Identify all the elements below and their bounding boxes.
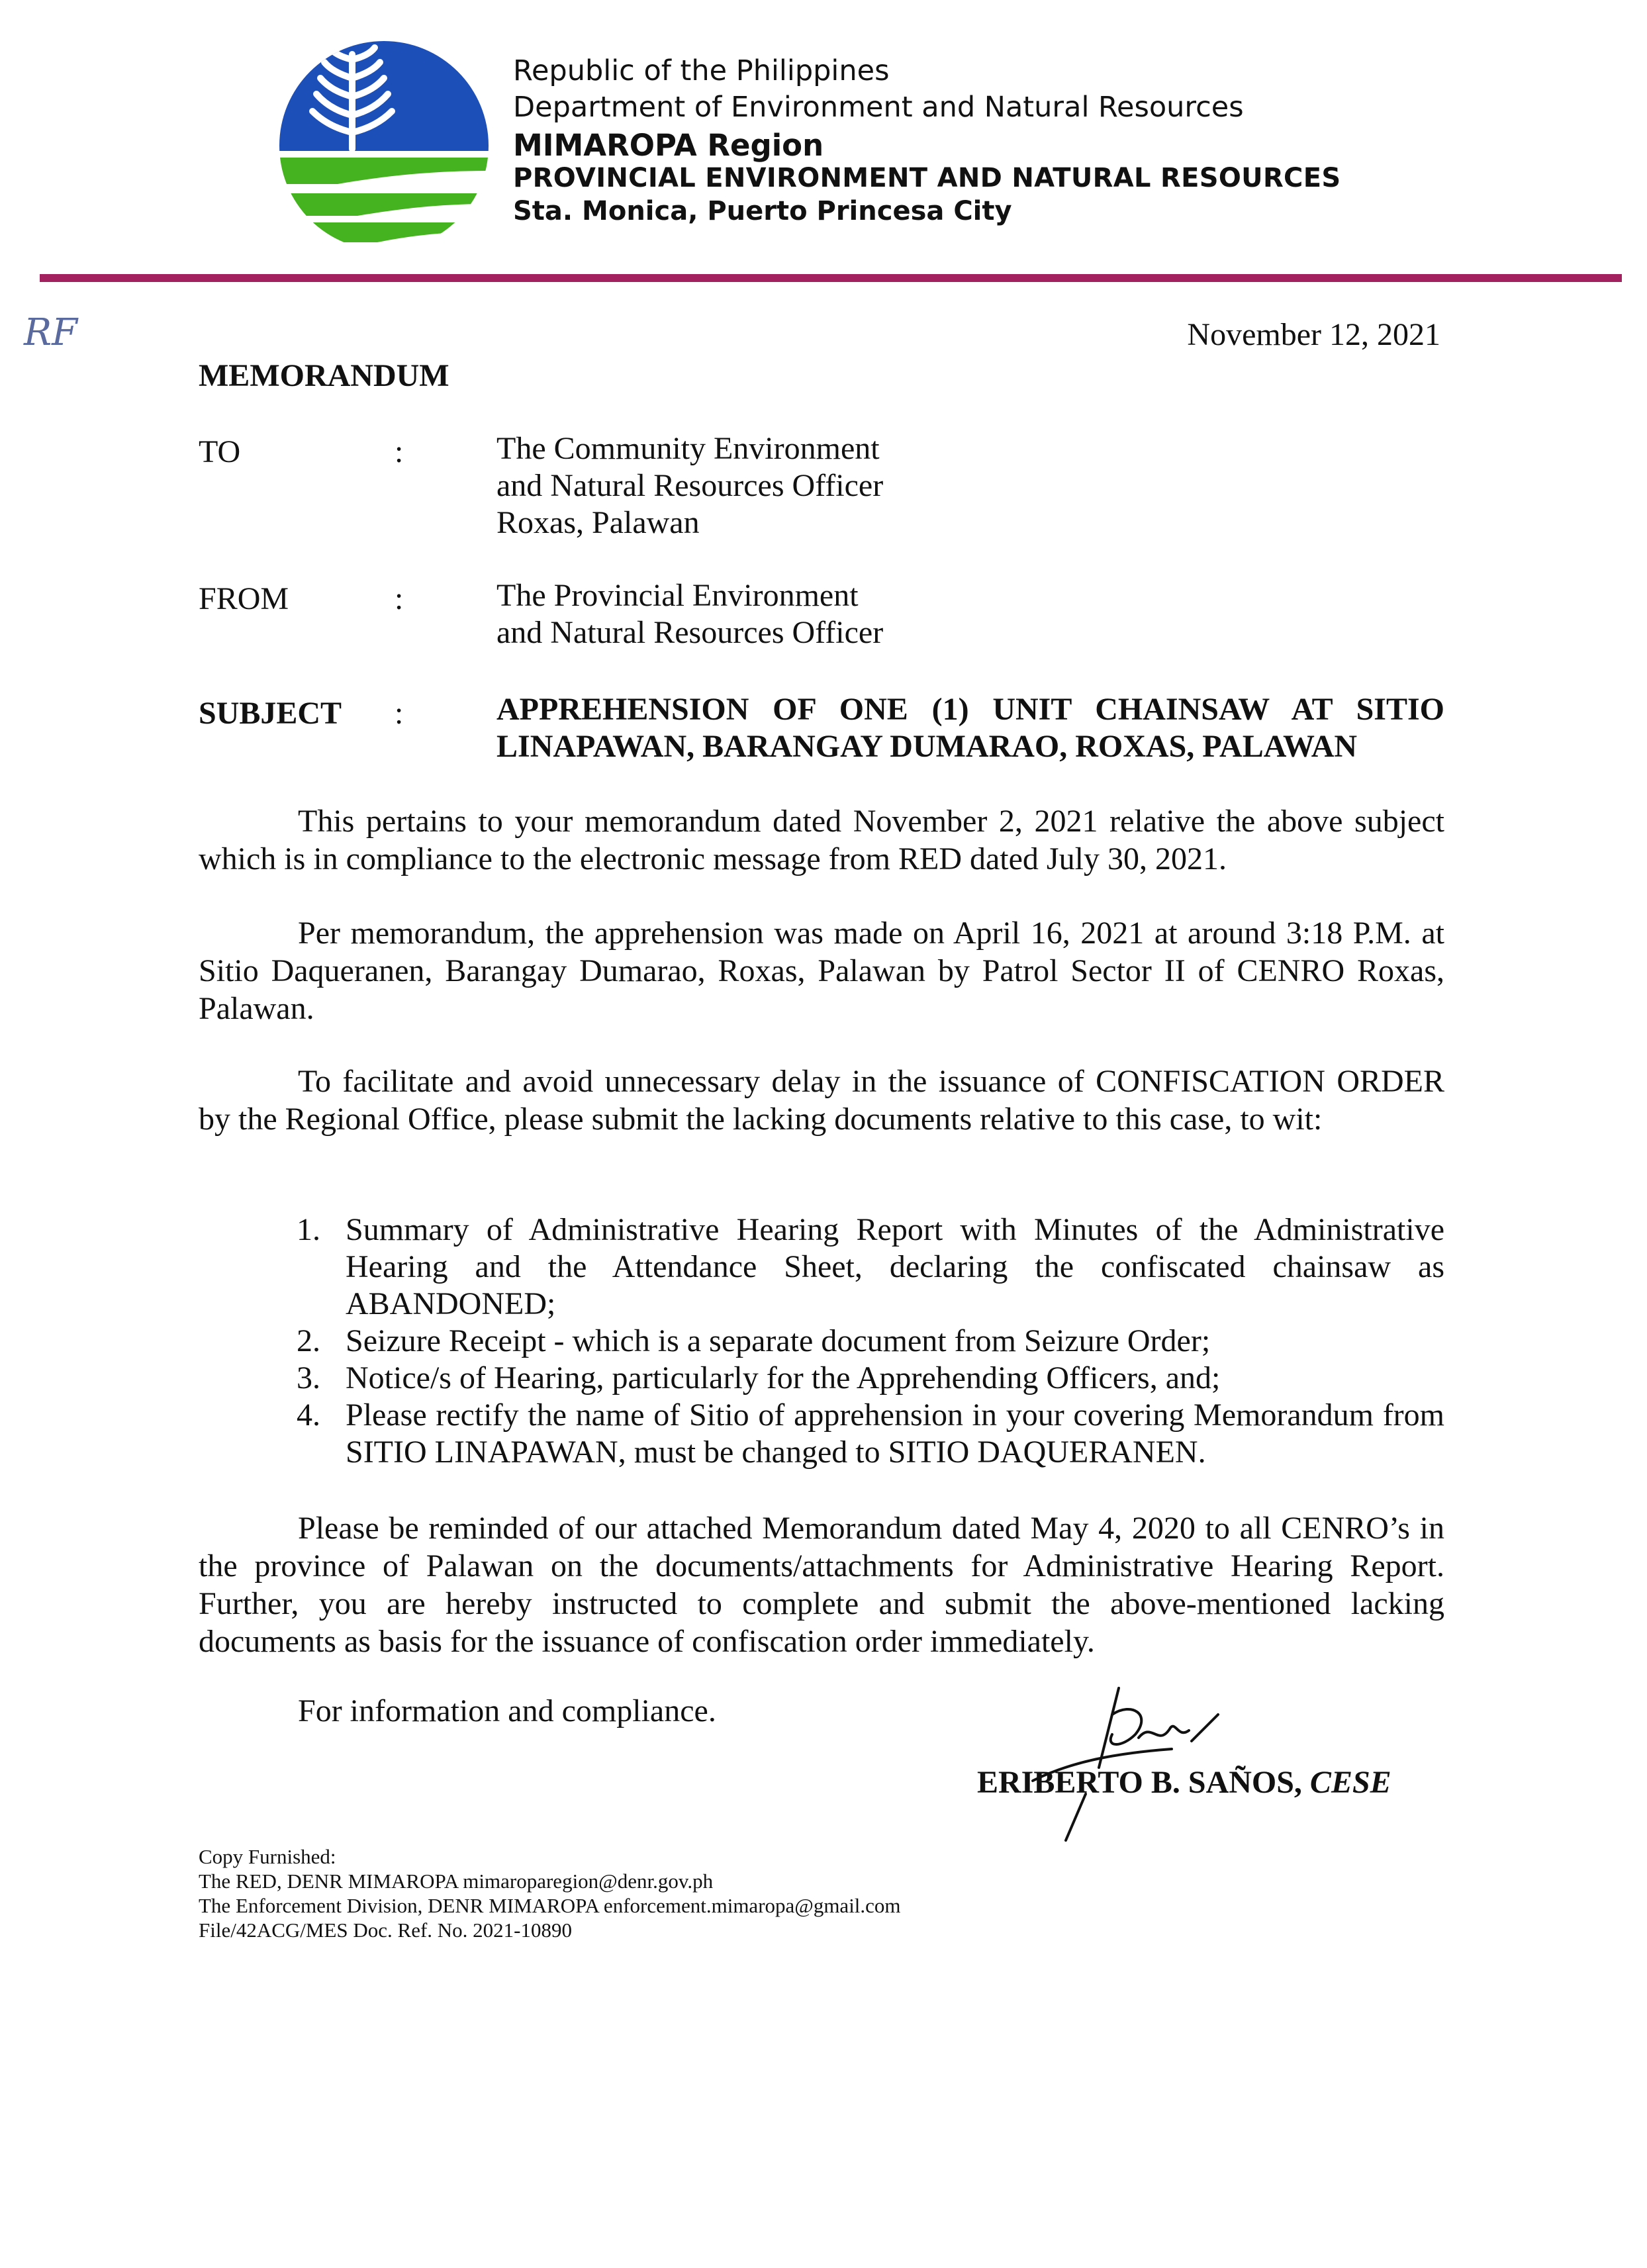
signatory-name bbox=[977, 1764, 1391, 1801]
to-label: TO bbox=[199, 434, 241, 469]
copy-furnished-line: The Enforcement Division, DENR MIMAROPA enforcement.mimaropa@gmail.com bbox=[199, 1894, 901, 1917]
list-item bbox=[297, 1323, 1444, 1360]
copy-furnished-title: Copy Furnished: bbox=[199, 1845, 336, 1868]
list-item bbox=[297, 1397, 1444, 1471]
signatory-full-name: ERIBERTO B. SAÑOS, bbox=[977, 1765, 1302, 1800]
letterhead-divider bbox=[40, 274, 1622, 282]
body-paragraph-2: Per memorandum, the apprehension was made on April 16, 2021 at around 3:18 P.M. at Sitio Daqueranen, Barangay Dumarao, Roxas, Palawan by Patrol Sector II of CENRO Roxas, Palawan. bbox=[199, 916, 1444, 1026]
to-line: Roxas, Palawan bbox=[496, 505, 700, 540]
list-item-text: Seizure Receipt - which is a separate document from Seizure Order; bbox=[346, 1323, 1211, 1358]
to-colon: : bbox=[395, 434, 404, 469]
list-item-number: 4. bbox=[297, 1397, 320, 1433]
copy-furnished-line: The RED, DENR MIMAROPA mimaroparegion@denr.gov.ph bbox=[199, 1869, 714, 1893]
body-paragraph-3: To facilitate and avoid unnecessary delay in the issuance of CONFISCATION ORDER by the Regional Office, please submit the lacking documents relative to this case, to wit: bbox=[199, 1064, 1444, 1137]
body-paragraph-1: This pertains to your memorandum dated November 2, 2021 relative the above subject which is in compliance to the electronic message from RED dated July 30, 2021. bbox=[199, 804, 1444, 876]
list-item bbox=[297, 1360, 1444, 1397]
from-line: and Natural Resources Officer bbox=[496, 615, 884, 650]
memo-title: MEMORANDUM bbox=[199, 358, 449, 393]
subject-colon: : bbox=[395, 696, 404, 731]
list-item-text: Please rectify the name of Sitio of apprehension in your covering Memorandum from SITIO LINAPAWAN, must be changed to SITIO DAQUERANEN. bbox=[346, 1397, 1444, 1470]
lacking-documents-list bbox=[297, 1211, 1444, 1471]
to-line: and Natural Resources Officer bbox=[496, 468, 884, 503]
signature-mark bbox=[1019, 1675, 1271, 1847]
letterhead-address: Sta. Monica, Puerto Princesa City bbox=[513, 196, 1012, 226]
from-sender bbox=[496, 577, 883, 651]
from-colon: : bbox=[395, 581, 404, 616]
from-line: The Provincial Environment bbox=[496, 578, 859, 613]
letterhead-republic: Republic of the Philippines bbox=[513, 54, 890, 87]
list-item bbox=[297, 1211, 1444, 1323]
to-recipient bbox=[496, 430, 883, 542]
signatory-suffix: CESE bbox=[1309, 1765, 1391, 1800]
memo-date: November 12, 2021 bbox=[1187, 317, 1440, 352]
letterhead-office: PROVINCIAL ENVIRONMENT AND NATURAL RESOURCES bbox=[513, 163, 1341, 193]
list-item-text: Notice/s of Hearing, particularly for the Apprehending Officers, and; bbox=[346, 1360, 1221, 1395]
list-item-text: Summary of Administrative Hearing Report with Minutes of the Administrative Hearing and the Attendance Sheet, declaring the confiscated chainsaw as ABANDONED; bbox=[346, 1212, 1444, 1321]
letterhead-department: Department of Environment and Natural Resources bbox=[513, 91, 1244, 124]
subject-label: SUBJECT bbox=[199, 696, 342, 731]
letterhead-region: MIMAROPA Region bbox=[513, 128, 824, 163]
body-paragraph-4: Please be reminded of our attached Memorandum dated May 4, 2020 to all CENRO’s in the province of Palawan on the documents/attachments for Administrative Hearing Report. Further, you are hereby instructed to complete and submit the above-mentioned lacking documents as basis for the issuance of confiscation order immediately. bbox=[199, 1511, 1444, 1659]
denr-logo bbox=[278, 40, 490, 252]
to-line: The Community Environment bbox=[496, 431, 880, 466]
handwritten-initials: RF bbox=[24, 311, 78, 354]
list-item-number: 3. bbox=[297, 1360, 320, 1395]
copy-furnished-line: File/42ACG/MES Doc. Ref. No. 2021-10890 bbox=[199, 1918, 573, 1942]
copy-furnished bbox=[199, 1844, 901, 1942]
list-item-number: 1. bbox=[297, 1212, 320, 1247]
subject-text: APPREHENSION OF ONE (1) UNIT CHAINSAW AT SITIO LINAPAWAN, BARANGAY DUMARAO, ROXAS, PALAWAN bbox=[496, 692, 1444, 764]
from-label: FROM bbox=[199, 581, 289, 616]
closing-line: For information and compliance. bbox=[298, 1693, 716, 1728]
list-item-number: 2. bbox=[297, 1323, 320, 1358]
